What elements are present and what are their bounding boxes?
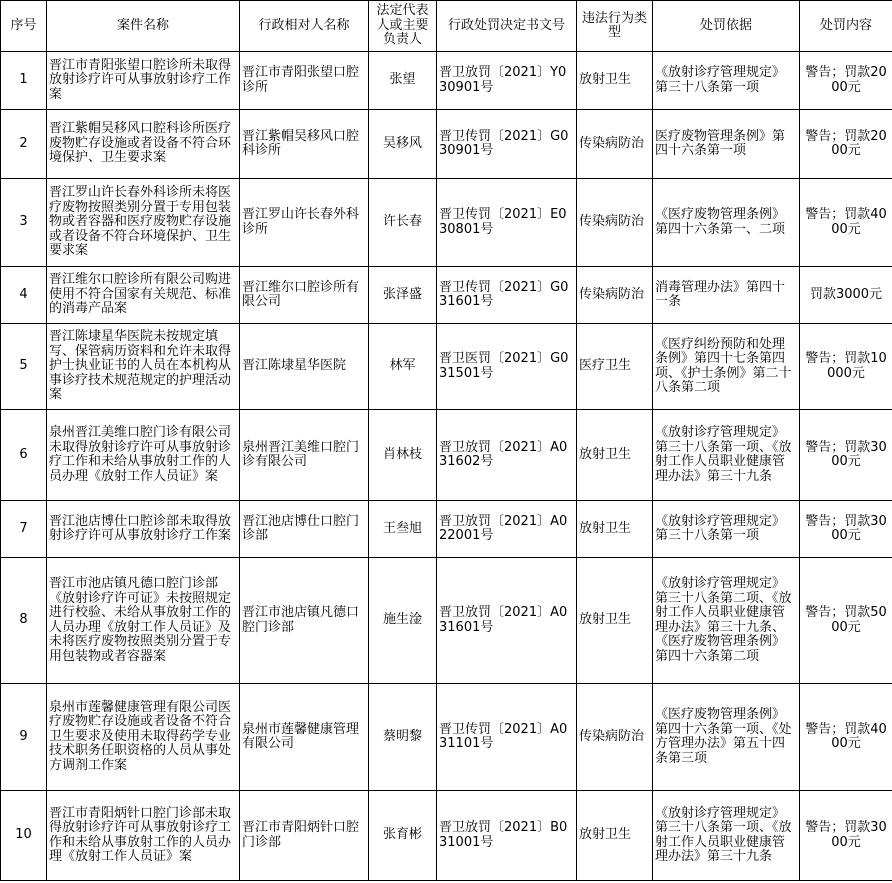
row-violation-type: 放射卫生: [577, 52, 653, 110]
row-legal-rep: 林军: [369, 324, 437, 410]
row-legal-rep: 张望: [369, 52, 437, 110]
row-case-name: 晋江市青阳炳针口腔门诊部未取得放射诊疗许可从事放射诊疗工作和未给从事放射工作的人员办理《放射工作人员证》案: [47, 791, 240, 881]
row-no: 9: [1, 684, 47, 791]
table-row: [1, 179, 892, 267]
row-penalty-content: 警告；罚款2000元: [800, 52, 892, 110]
row-legal-rep: 蔡明黎: [369, 684, 437, 791]
header-violation-type: 违法行为类型: [577, 1, 653, 52]
row-no: 5: [1, 324, 47, 410]
row-penalty-basis: 《医疗废物管理条例》第四十六条第一项、《处方管理办法》第五十四条第三项: [653, 684, 800, 791]
row-document-no: 晋卫传罚〔2021〕G030901号: [437, 110, 577, 179]
row-party-name: 泉州晋江美维口腔门诊有限公司: [240, 410, 369, 501]
row-violation-type: 传染病防治: [577, 110, 653, 179]
row-case-name: 晋江陈埭星华医院未按规定填写、保管病历资料和允许未取得护士执业证书的人员在本机构从事诊疗技术规范规定的护理活动案: [47, 324, 240, 410]
row-penalty-basis: 《放射诊疗管理规定》第三十八条第一项、《放射工作人员职业健康管理办法》第三十九条: [653, 410, 800, 501]
row-penalty-basis: 《医疗纠纷预防和处理条例》第四十七条第四项、《护士条例》第二十八条第二项: [653, 324, 800, 410]
row-party-name: 晋江市池店镇凡德口腔门诊部: [240, 558, 369, 684]
row-violation-type: 放射卫生: [577, 558, 653, 684]
row-penalty-basis: 《放射诊疗管理规定》第三十八条第一项: [653, 501, 800, 558]
row-penalty-content: 警告；罚款4000元: [800, 684, 892, 791]
row-document-no: 晋卫传罚〔2021〕E030801号: [437, 179, 577, 267]
row-violation-type: 传染病防治: [577, 179, 653, 267]
row-penalty-content: 警告；罚款3000元: [800, 410, 892, 501]
row-document-no: 晋卫放罚〔2021〕A031602号: [437, 410, 577, 501]
row-case-name: 晋江罗山许长春外科诊所未将医疗废物按照类别分置于专用包装物或者容器和医疗废物贮存设施或者设备不符合环境保护、卫生要求案: [47, 179, 240, 267]
row-legal-rep: 张泽盛: [369, 267, 437, 324]
row-no: 2: [1, 110, 47, 179]
row-penalty-content: 罚款3000元: [800, 267, 892, 324]
row-penalty-basis: 医疗废物管理条例》第四十六条第一项: [653, 110, 800, 179]
table-row: [1, 52, 892, 110]
row-no: 7: [1, 501, 47, 558]
table-row: [1, 501, 892, 558]
row-no: 4: [1, 267, 47, 324]
row-penalty-content: 警告；罚款10000元: [800, 324, 892, 410]
row-party-name: 晋江维尔口腔诊所有限公司: [240, 267, 369, 324]
table-row: [1, 558, 892, 684]
row-document-no: 晋卫放罚〔2021〕A031601号: [437, 558, 577, 684]
row-legal-rep: 许长春: [369, 179, 437, 267]
header-row: [1, 1, 892, 52]
row-case-name: 晋江市青阳张望口腔诊所未取得放射诊疗许可从事放射诊疗工作案: [47, 52, 240, 110]
row-document-no: 晋卫放罚〔2021〕B031001号: [437, 791, 577, 881]
header-penalty-content: 处罚内容: [800, 1, 892, 52]
header-case-name: 案件名称: [47, 1, 240, 52]
table-row: [1, 110, 892, 179]
row-case-name: 泉州晋江美维口腔门诊有限公司未取得放射诊疗许可从事放射诊疗工作和未给从事放射工作的人员办理《放射工作人员证》案: [47, 410, 240, 501]
row-document-no: 晋卫传罚〔2021〕A031101号: [437, 684, 577, 791]
row-violation-type: 传染病防治: [577, 267, 653, 324]
row-penalty-content: 警告；罚款4000元: [800, 179, 892, 267]
row-penalty-content: 警告；罚款2000元: [800, 110, 892, 179]
table-row: [1, 324, 892, 410]
row-penalty-content: 警告；罚款5000元: [800, 558, 892, 684]
row-case-name: 晋江市池店镇凡德口腔门诊部《放射诊疗许可证》未按照规定进行校验、未给从事放射工作的人员办理《放射工作人员证》及未将医疗废物按照类别分置于专用包装物或者容器案: [47, 558, 240, 684]
row-no: 8: [1, 558, 47, 684]
row-document-no: 晋卫放罚〔2021〕Y030901号: [437, 52, 577, 110]
row-document-no: 晋卫传罚〔2021〕G031601号: [437, 267, 577, 324]
row-penalty-basis: 《医疗废物管理条例》第四十六条第一、二项: [653, 179, 800, 267]
table-row: [1, 791, 892, 881]
row-no: 3: [1, 179, 47, 267]
row-document-no: 晋卫放罚〔2021〕A022001号: [437, 501, 577, 558]
row-penalty-basis: 《放射诊疗管理规定》第三十八条第一项: [653, 52, 800, 110]
row-violation-type: 传染病防治: [577, 684, 653, 791]
row-violation-type: 放射卫生: [577, 501, 653, 558]
row-legal-rep: 施生淦: [369, 558, 437, 684]
row-party-name: 晋江市青阳张望口腔诊所: [240, 52, 369, 110]
row-party-name: 晋江池店博仕口腔门诊部: [240, 501, 369, 558]
row-penalty-basis: 《放射诊疗管理规定》第三十八条第二项、《放射工作人员职业健康管理办法》第三十九条、《医疗废物管理条例》第四十六条第二项: [653, 558, 800, 684]
row-party-name: 晋江紫帽吴移风口腔科诊所: [240, 110, 369, 179]
row-no: 1: [1, 52, 47, 110]
row-document-no: 晋卫医罚〔2021〕G031501号: [437, 324, 577, 410]
row-case-name: 泉州市莲馨健康管理有限公司医疗废物贮存设施或者设备不符合卫生要求及使用未取得药学专业技术职务任职资格的人员从事处方调剂工作案: [47, 684, 240, 791]
header-no: 序号: [1, 1, 47, 52]
row-penalty-content: 警告；罚款3000元: [800, 501, 892, 558]
table-row: [1, 684, 892, 791]
row-penalty-content: 警告；罚款3000元: [800, 791, 892, 881]
row-legal-rep: 张育彬: [369, 791, 437, 881]
row-case-name: 晋江池店博仕口腔诊部未取得放射诊疗许可从事放射诊疗工作案: [47, 501, 240, 558]
header-party-name: 行政相对人名称: [240, 1, 369, 52]
row-violation-type: 放射卫生: [577, 791, 653, 881]
row-no: 10: [1, 791, 47, 881]
row-party-name: 晋江市青阳炳针口腔门诊部: [240, 791, 369, 881]
header-legal-rep: 法定代表人或主要负责人: [369, 1, 437, 52]
row-legal-rep: 肖林枝: [369, 410, 437, 501]
row-case-name: 晋江维尔口腔诊所有限公司购进使用不符合国家有关规范、标准的消毒产品案: [47, 267, 240, 324]
row-violation-type: 医疗卫生: [577, 324, 653, 410]
table-row: [1, 267, 892, 324]
row-party-name: 泉州市莲馨健康管理有限公司: [240, 684, 369, 791]
row-party-name: 晋江陈埭星华医院: [240, 324, 369, 410]
table-row: [1, 410, 892, 501]
row-penalty-basis: 《放射诊疗管理规定》第三十八条第一项、《放射工作人员职业健康管理办法》第三十九条: [653, 791, 800, 881]
row-no: 6: [1, 410, 47, 501]
row-legal-rep: 王叁旭: [369, 501, 437, 558]
header-penalty-basis: 处罚依据: [653, 1, 800, 52]
row-case-name: 晋江紫帽吴移风口腔科诊所医疗废物贮存设施或者设备不符合环境保护、卫生要求案: [47, 110, 240, 179]
row-legal-rep: 吴移风: [369, 110, 437, 179]
row-penalty-basis: 消毒管理办法》第四十一条: [653, 267, 800, 324]
header-document-no: 行政处罚决定书文号: [437, 1, 577, 52]
row-party-name: 晋江罗山许长春外科诊所: [240, 179, 369, 267]
row-violation-type: 放射卫生: [577, 410, 653, 501]
